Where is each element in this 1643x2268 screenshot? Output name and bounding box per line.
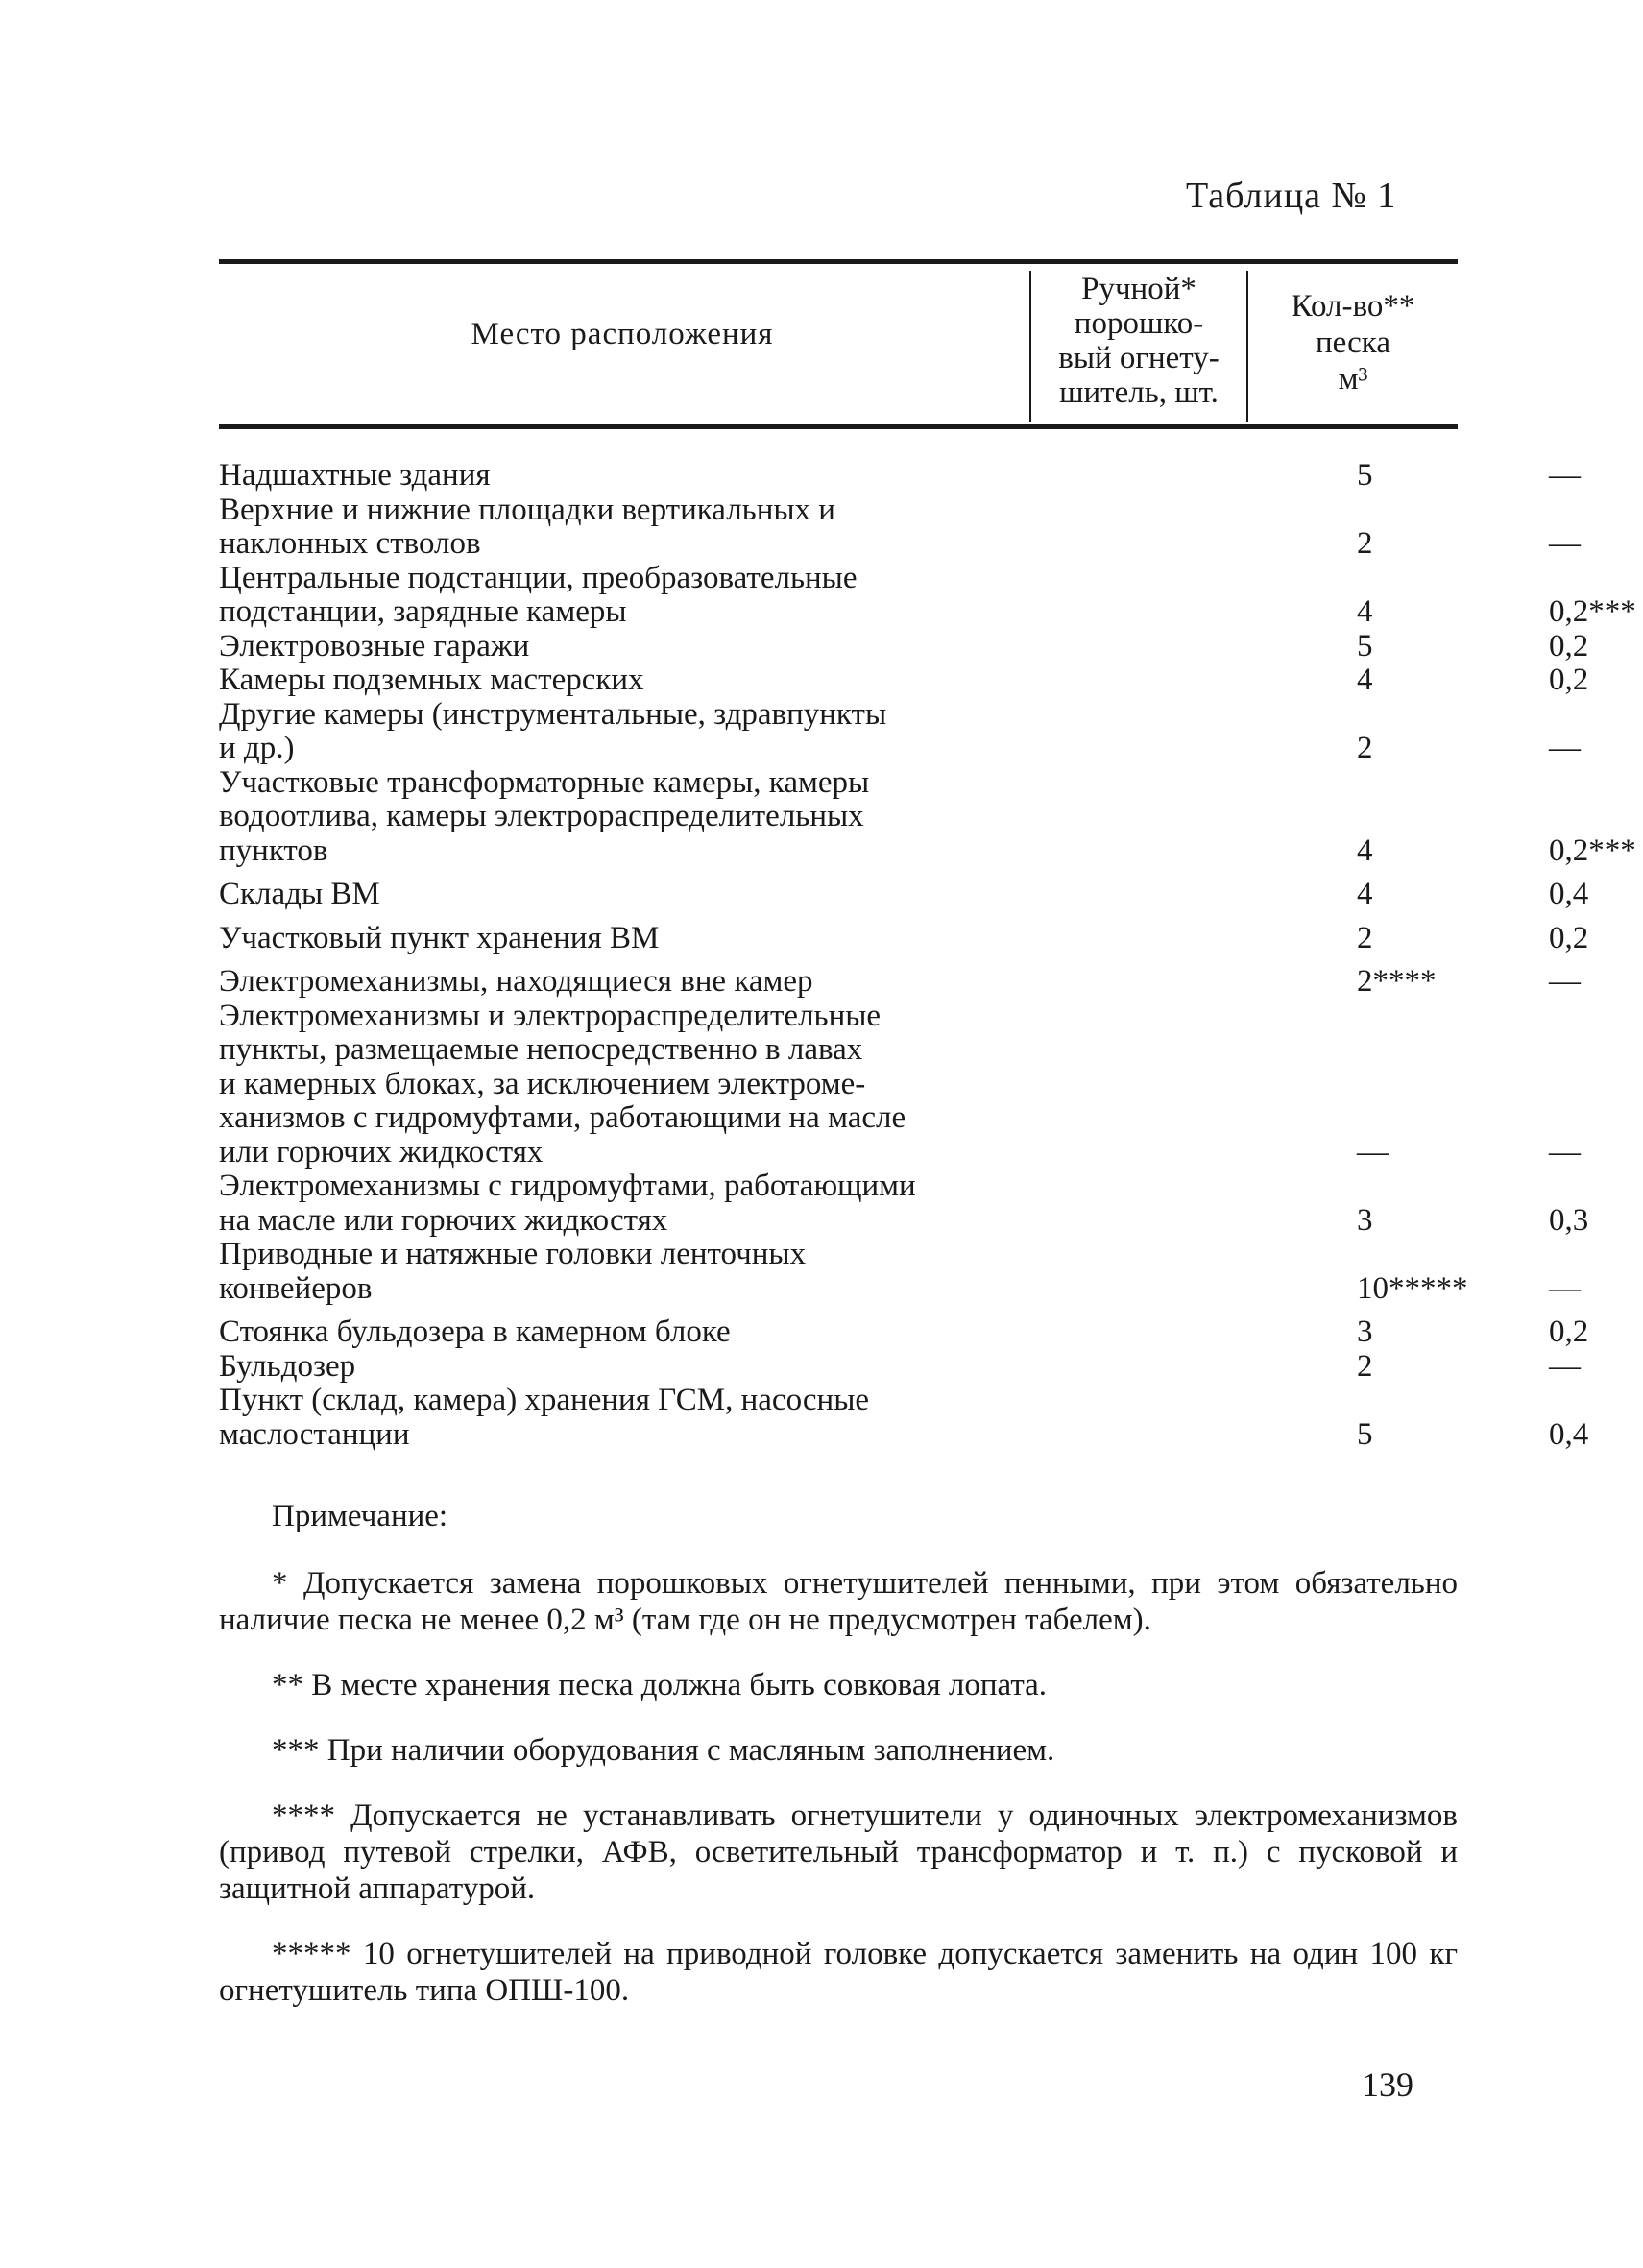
note-2: ** В месте хранения песка должна быть совковая лопата.: [272, 1668, 1048, 1702]
row-sand-amount: 0,2: [1549, 628, 1589, 664]
row-extinguisher-count: 2: [1357, 920, 1373, 955]
table-row: [219, 764, 1636, 869]
row-sand-amount: 0,2***: [1549, 594, 1636, 629]
row-sand-amount: 0,2: [1549, 920, 1589, 955]
row-place: Приводные и натяжные головки ленточных конвейеров: [219, 1237, 807, 1306]
row-extinguisher-count: —: [1357, 1134, 1389, 1170]
row-place: Электровозные гаражи: [219, 628, 530, 664]
column-header-sand: Кол-во** песка м³: [1291, 289, 1415, 397]
row-extinguisher-count: 5: [1357, 1416, 1373, 1452]
row-extinguisher-count: 2: [1357, 1348, 1373, 1384]
row-sand-amount: 0,2: [1549, 663, 1589, 697]
row-place: Верхние и нижние площадки вертикальных и наклонных стволов: [219, 492, 835, 561]
table-row: [219, 628, 1589, 664]
row-sand-amount: 0,4: [1549, 1416, 1589, 1452]
row-sand-amount: —: [1549, 1270, 1581, 1306]
row-place: Надшахтные здания: [219, 458, 491, 493]
row-sand-amount: 0,2***: [1549, 832, 1636, 868]
row-extinguisher-count: 4: [1357, 663, 1373, 697]
row-sand-amount: —: [1549, 458, 1581, 493]
row-extinguisher-count: 5: [1357, 458, 1373, 493]
row-sand-amount: —: [1549, 1134, 1581, 1170]
row-sand-amount: 0,4: [1549, 877, 1589, 911]
table-row: [219, 560, 1636, 630]
table-row: [219, 1237, 1581, 1306]
row-extinguisher-count: 10*****: [1357, 1270, 1468, 1306]
table-row: [219, 998, 1581, 1170]
notes-section: [219, 1498, 1458, 2038]
row-place: Стоянка бульдозера в камерном блоке: [219, 1315, 731, 1349]
row-extinguisher-count: 4: [1357, 877, 1373, 911]
table-row: [219, 964, 1581, 1000]
page-number: 139: [1362, 2065, 1413, 2104]
row-extinguisher-count: 2: [1357, 731, 1373, 765]
row-place: Центральные подстанции, преобразовательные подстанции, зарядные камеры: [219, 560, 858, 629]
row-place: Пункт (склад, камера) хранения ГСМ, насосные маслостанции: [219, 1383, 870, 1452]
table-row: [219, 877, 1589, 912]
table-body: [219, 458, 1636, 1452]
row-sand-amount: 0,3: [1549, 1202, 1589, 1238]
row-place: Склады ВМ: [219, 877, 380, 911]
column-header-extinguisher: Ручной* порошко- вый огнету- шитель, шт.: [1058, 272, 1220, 410]
row-place: Камеры подземных мастерских: [219, 663, 644, 697]
table-caption: Таблица № 1: [1186, 176, 1397, 216]
row-extinguisher-count: 4: [1357, 832, 1373, 868]
row-extinguisher-count: 2: [1357, 526, 1373, 561]
table-row: [219, 920, 1589, 956]
table-row: [219, 1315, 1589, 1350]
header-bottom-rule: [219, 424, 1458, 429]
table-row: [219, 458, 1581, 494]
note-3: *** При наличии оборудования с масляным заполнением.: [272, 1733, 1055, 1768]
row-sand-amount: —: [1549, 526, 1581, 561]
row-extinguisher-count: 3: [1357, 1315, 1373, 1349]
table-row: [219, 492, 1581, 562]
header-top-rule: [219, 259, 1458, 264]
table-row: [219, 1383, 1589, 1452]
row-sand-amount: 0,2: [1549, 1315, 1589, 1349]
note-5: ***** 10 огнетушителей на приводной головке допускается заменить на один 100 кг огнетушитель типа ОПШ-100.: [219, 1937, 1458, 2008]
row-extinguisher-count: 5: [1357, 628, 1373, 664]
row-place: Другие камеры (инструментальные, здравпункты и др.): [219, 696, 887, 765]
row-place: Электромеханизмы с гидромуфтами, работающими на масле или горючих жидкостях: [219, 1169, 916, 1238]
notes-title: Примечание:: [272, 1499, 448, 1533]
note-1: * Допускается замена порошковых огнетушителей пенными, при этом обязательно наличие песка не менее 0,2 м³ (там где он не предусмотрен табелем).: [219, 1566, 1458, 1637]
row-place: Участковые трансформаторные камеры, камеры водоотлива, камеры электрораспределительных пунктов: [219, 764, 870, 868]
header-divider-1: [1029, 271, 1031, 422]
column-header-place: Место расположения: [471, 317, 774, 351]
row-place: Бульдозер: [219, 1348, 356, 1384]
row-sand-amount: —: [1549, 1348, 1581, 1384]
table-row: [219, 1169, 1589, 1238]
row-sand-amount: —: [1549, 964, 1581, 999]
row-place: Участковый пункт хранения ВМ: [219, 920, 660, 955]
note-4: **** Допускается не устанавливать огнетушители у одиночных электромеханизмов (привод путевой стрелки, АФВ, осветительный трансформатор и т. п.) с пусковой и защитной аппаратурой.: [219, 1798, 1458, 1906]
row-place: Электромеханизмы и электрораспределительные пункты, размещаемые непосредственно в лавах и камерных блоках, за исключением электроме- ханизмов с гидромуфтами, работающими на масле или горючих жидкостях: [219, 998, 906, 1170]
row-extinguisher-count: 2****: [1357, 964, 1437, 999]
table-row: [219, 696, 1581, 766]
row-sand-amount: —: [1549, 731, 1581, 765]
table-row: [219, 1348, 1581, 1385]
table-row: [219, 663, 1589, 698]
row-extinguisher-count: 4: [1357, 594, 1373, 629]
row-extinguisher-count: 3: [1357, 1202, 1373, 1238]
row-place: Электромеханизмы, находящиеся вне камер: [219, 964, 813, 999]
